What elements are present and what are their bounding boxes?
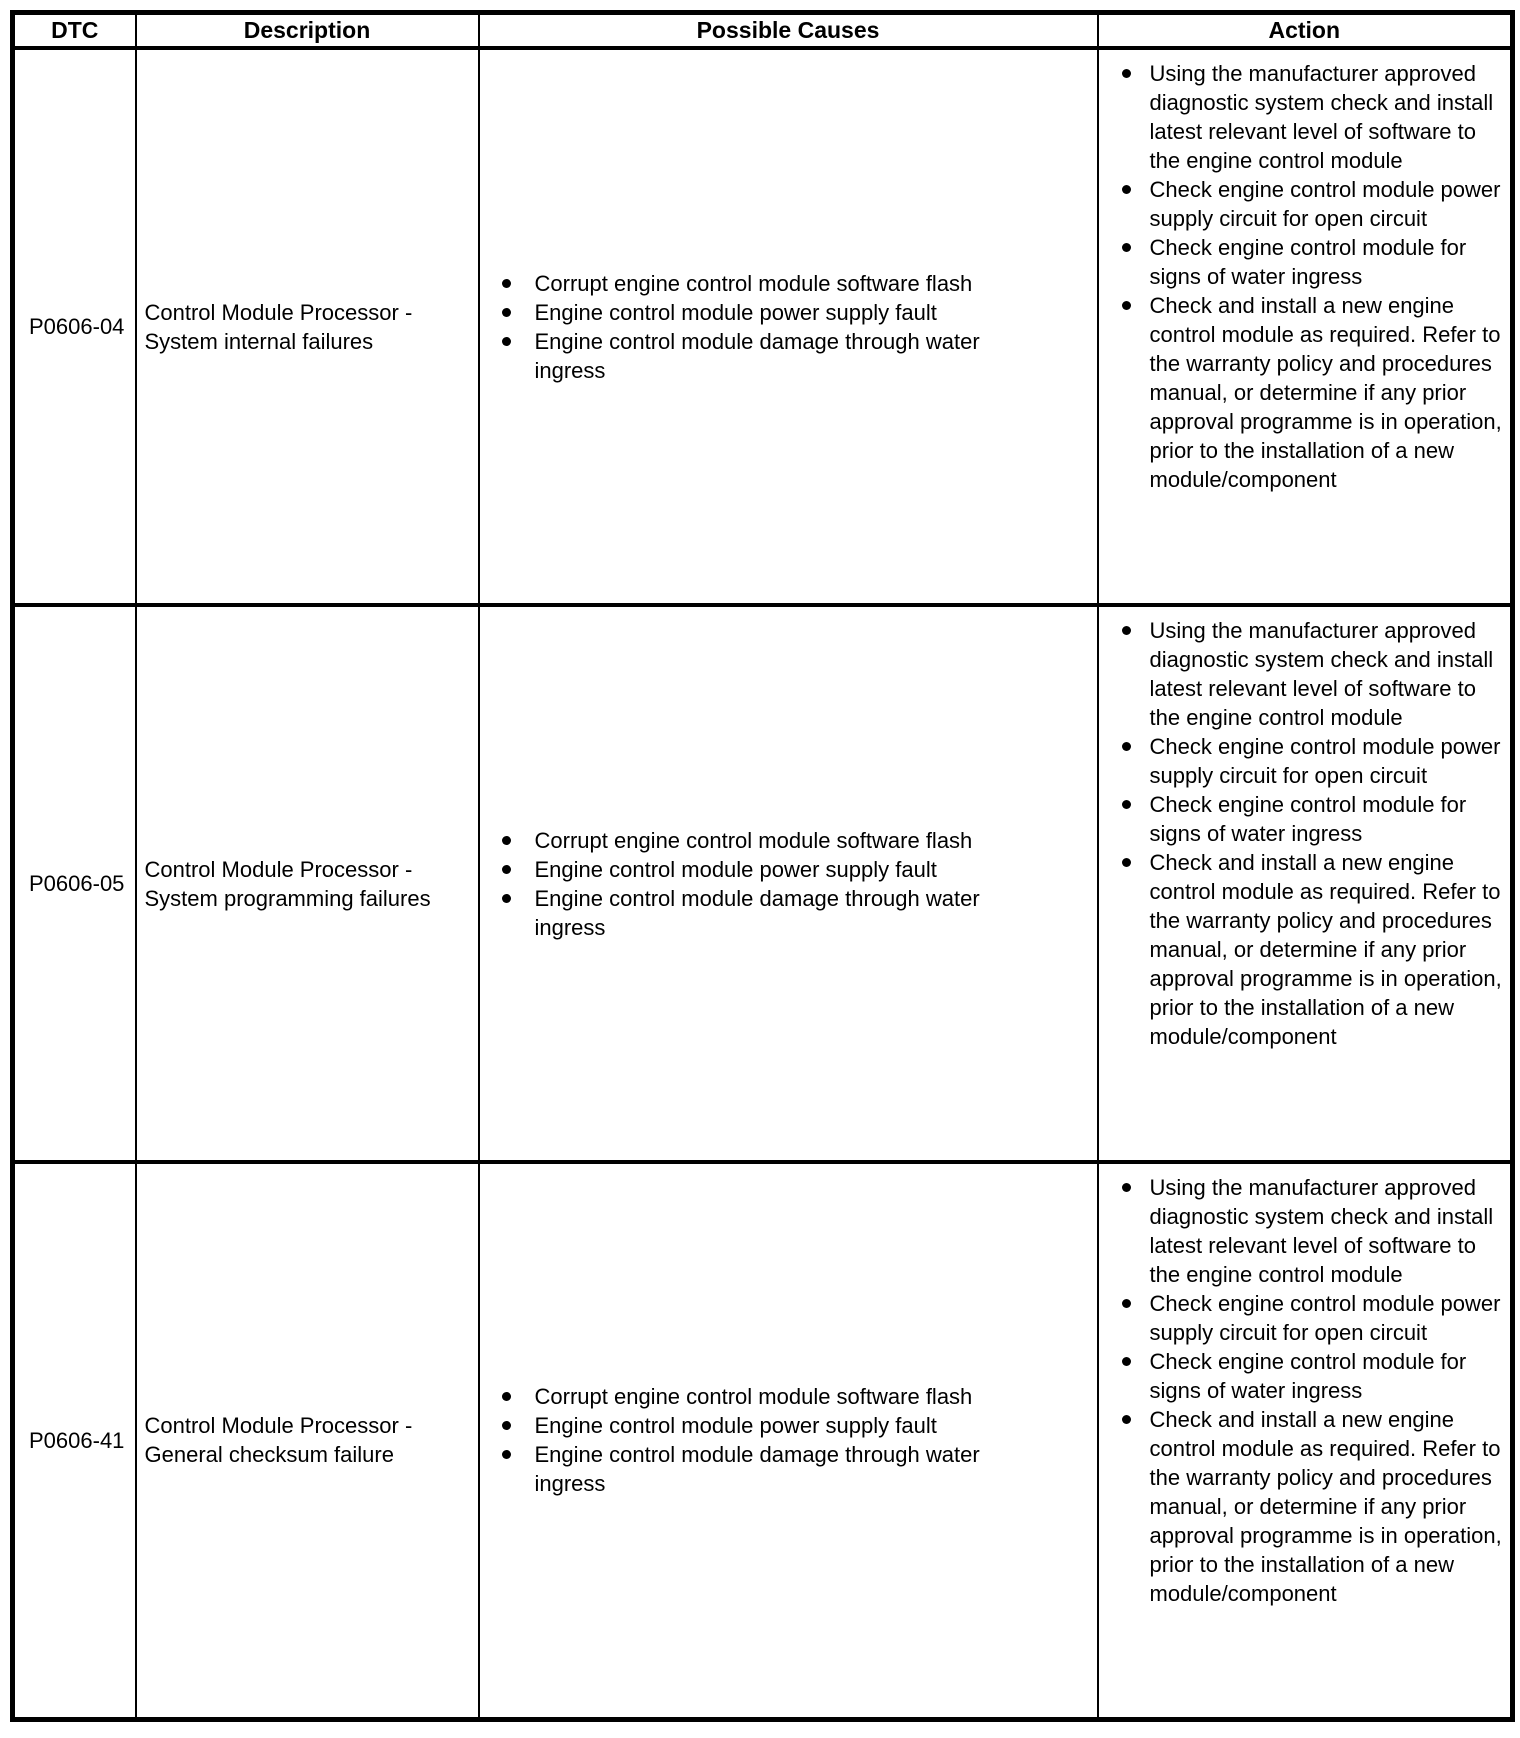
action-item bbox=[1099, 233, 1509, 291]
bullet-icon bbox=[1122, 1415, 1131, 1424]
action-text: Check engine control module power supply circuit for open circuit bbox=[1149, 177, 1501, 231]
bullet-icon bbox=[1122, 185, 1131, 194]
action-text: Using the manufacturer approved diagnostic system check and install latest relevant level of software to the engine control module bbox=[1149, 618, 1494, 730]
dtc-description: Control Module Processor - System internal failures bbox=[136, 48, 479, 605]
bullet-icon bbox=[502, 894, 511, 903]
action-item bbox=[1099, 291, 1509, 494]
action-item bbox=[1099, 59, 1509, 175]
dtc-code: P0606-05 bbox=[13, 605, 136, 1162]
action-text: Using the manufacturer approved diagnostic system check and install latest relevant level of software to the engine control module bbox=[1149, 61, 1494, 173]
action-item bbox=[1099, 1173, 1509, 1289]
cause-text: Engine control module damage through water ingress bbox=[534, 328, 980, 383]
cause-item bbox=[484, 1411, 1093, 1440]
causes-list bbox=[484, 1382, 1093, 1498]
action-cell bbox=[1098, 1162, 1513, 1719]
cause-text: Corrupt engine control module software flash bbox=[534, 1384, 973, 1410]
bullet-icon bbox=[502, 865, 511, 874]
dtc-code: P0606-41 bbox=[13, 1162, 136, 1719]
action-item bbox=[1099, 790, 1509, 848]
dtc-table bbox=[10, 10, 1515, 1722]
bullet-icon bbox=[1122, 243, 1131, 252]
possible-causes-cell bbox=[479, 1162, 1098, 1719]
cause-item bbox=[484, 1440, 1093, 1498]
cause-text: Engine control module power supply fault bbox=[534, 299, 937, 325]
action-text: Using the manufacturer approved diagnostic system check and install latest relevant level of software to the engine control module bbox=[1149, 1175, 1494, 1287]
table-row bbox=[13, 1162, 1513, 1719]
bullet-icon bbox=[502, 1421, 511, 1430]
action-item bbox=[1099, 1289, 1509, 1347]
dtc-description: Control Module Processor - System programming failures bbox=[136, 605, 479, 1162]
bullet-icon bbox=[1122, 742, 1131, 751]
actions-list bbox=[1099, 1173, 1509, 1608]
action-text: Check engine control module for signs of water ingress bbox=[1149, 792, 1467, 846]
bullet-icon bbox=[1122, 800, 1131, 809]
action-text: Check and install a new engine control module as required. Refer to the warranty policy and procedures manual, or determine if any prior approval programme is in operation, prior to the installation of a new module/component bbox=[1149, 1407, 1502, 1606]
cause-item bbox=[484, 298, 1093, 327]
column-header-action: Action bbox=[1098, 13, 1513, 49]
action-text: Check engine control module power supply circuit for open circuit bbox=[1149, 1291, 1501, 1345]
possible-causes-cell bbox=[479, 605, 1098, 1162]
cause-text: Corrupt engine control module software flash bbox=[534, 270, 973, 296]
action-text: Check engine control module for signs of water ingress bbox=[1149, 235, 1467, 289]
bullet-icon bbox=[1122, 1357, 1131, 1366]
bullet-icon bbox=[1122, 69, 1131, 78]
bullet-icon bbox=[1122, 1299, 1131, 1308]
cause-item bbox=[484, 855, 1093, 884]
action-item bbox=[1099, 1347, 1509, 1405]
actions-list bbox=[1099, 59, 1509, 494]
bullet-icon bbox=[502, 279, 511, 288]
actions-list bbox=[1099, 616, 1509, 1051]
cause-text: Engine control module power supply fault bbox=[534, 856, 937, 882]
column-header-possible-causes: Possible Causes bbox=[479, 13, 1098, 49]
cause-text: Engine control module power supply fault bbox=[534, 1413, 937, 1439]
cause-item bbox=[484, 1382, 1093, 1411]
action-text: Check and install a new engine control module as required. Refer to the warranty policy and procedures manual, or determine if any prior approval programme is in operation, prior to the installation of a new module/component bbox=[1149, 850, 1502, 1049]
causes-list bbox=[484, 269, 1093, 385]
bullet-icon bbox=[502, 308, 511, 317]
bullet-icon bbox=[1122, 1183, 1131, 1192]
action-cell bbox=[1098, 48, 1513, 605]
action-item bbox=[1099, 175, 1509, 233]
dtc-description: Control Module Processor - General checksum failure bbox=[136, 1162, 479, 1719]
table-row bbox=[13, 605, 1513, 1162]
dtc-code: P0606-04 bbox=[13, 48, 136, 605]
bullet-icon bbox=[1122, 301, 1131, 310]
header-row bbox=[13, 13, 1513, 49]
column-header-dtc: DTC bbox=[13, 13, 136, 49]
cause-item bbox=[484, 826, 1093, 855]
action-text: Check and install a new engine control module as required. Refer to the warranty policy and procedures manual, or determine if any prior approval programme is in operation, prior to the installation of a new module/component bbox=[1149, 293, 1502, 492]
cause-item bbox=[484, 884, 1093, 942]
cause-item bbox=[484, 327, 1093, 385]
bullet-icon bbox=[502, 1450, 511, 1459]
bullet-icon bbox=[502, 337, 511, 346]
cause-text: Engine control module damage through water ingress bbox=[534, 1442, 980, 1497]
table-row bbox=[13, 48, 1513, 605]
action-item bbox=[1099, 732, 1509, 790]
bullet-icon bbox=[502, 836, 511, 845]
action-text: Check engine control module power supply circuit for open circuit bbox=[1149, 734, 1501, 788]
column-header-description: Description bbox=[136, 13, 479, 49]
action-item bbox=[1099, 848, 1509, 1051]
cause-text: Corrupt engine control module software flash bbox=[534, 827, 973, 853]
bullet-icon bbox=[1122, 858, 1131, 867]
bullet-icon bbox=[1122, 626, 1131, 635]
bullet-icon bbox=[502, 1392, 511, 1401]
action-text: Check engine control module for signs of water ingress bbox=[1149, 1349, 1467, 1403]
action-item bbox=[1099, 1405, 1509, 1608]
cause-text: Engine control module damage through water ingress bbox=[534, 885, 980, 940]
action-item bbox=[1099, 616, 1509, 732]
possible-causes-cell bbox=[479, 48, 1098, 605]
causes-list bbox=[484, 826, 1093, 942]
cause-item bbox=[484, 269, 1093, 298]
action-cell bbox=[1098, 605, 1513, 1162]
